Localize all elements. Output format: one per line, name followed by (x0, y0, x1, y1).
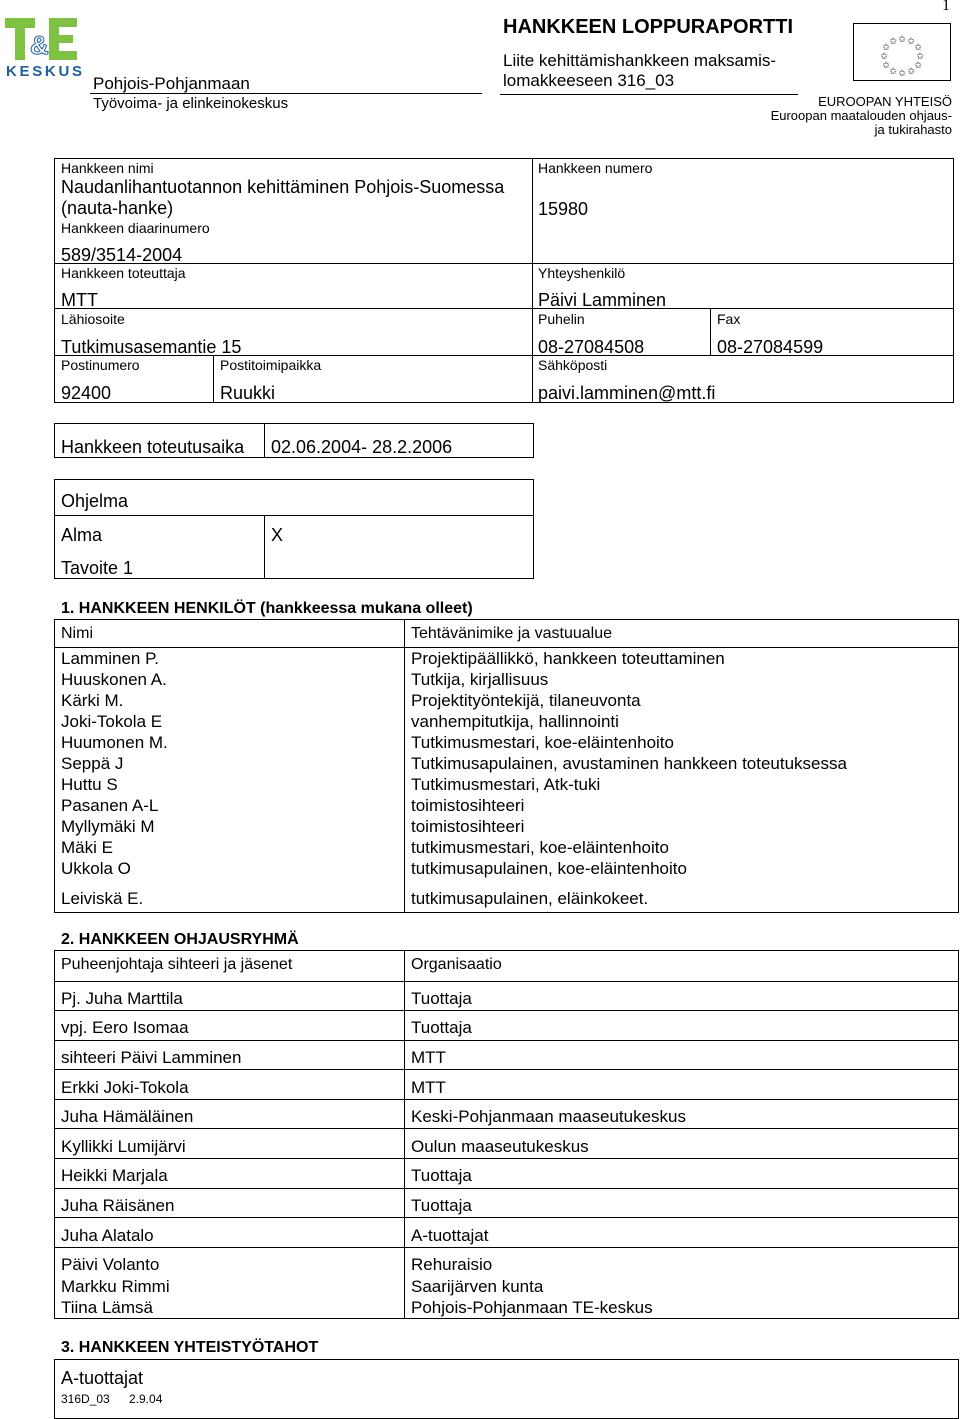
steering-member: Erkki Joki-Tokola (61, 1078, 189, 1097)
staff-name: Ukkola O (61, 859, 131, 878)
staff-role: Tutkimusmestari, Atk-tuki (411, 775, 601, 794)
section2-title: 2. HANKKEEN OHJAUSRYHMÄ (61, 931, 299, 948)
info-rule-2 (54, 308, 954, 309)
steering-organisation: Tuottaja (411, 1196, 472, 1215)
staff-role: Projektityöntekijä, tilaneuvonta (411, 691, 641, 710)
steering-member: vpj. Eero Isomaa (61, 1018, 189, 1037)
staff-role: vanhempitutkija, hallinnointi (411, 712, 619, 731)
footer-code: 316D_03 (61, 1392, 110, 1406)
svg-text:✩: ✩ (882, 61, 890, 71)
svg-text:✩: ✩ (882, 43, 890, 53)
project-name-line1: Naudanlihantuotannon kehittäminen Pohjois-Suomessa (61, 177, 505, 197)
steering-member: Heikki Marjala (61, 1166, 168, 1185)
staff-col-role: Tehtävänimike ja vastuualue (411, 625, 613, 642)
svg-text:KESKUS: KESKUS (6, 63, 82, 78)
steering-member: sihteeri Päivi Lamminen (61, 1048, 242, 1067)
contact-person: Päivi Lamminen (538, 290, 667, 310)
steering-member: Markku Rimmi (61, 1277, 170, 1296)
steering-row-rule (54, 1217, 959, 1218)
staff-header-rule (54, 647, 959, 648)
staff-name: Huttu S (61, 775, 118, 794)
staff-role: Projektipäällikkö, hankkeen toteuttaminen (411, 649, 725, 668)
steering-table (54, 950, 959, 1319)
email-label: Sähköposti (538, 357, 608, 373)
svg-text:✩: ✩ (889, 37, 897, 47)
program-mark: X (271, 525, 284, 545)
staff-name: Huumonen M. (61, 733, 168, 752)
section1-title: 1. HANKKEEN HENKILÖT (hankkeessa mukana olleet) (61, 600, 473, 617)
post-office-label: Postitoimipaikka (220, 357, 322, 373)
post-office: Ruukki (220, 383, 276, 403)
program-label: Ohjelma (61, 491, 129, 511)
svg-text:✩: ✩ (907, 67, 915, 77)
steering-member: Juha Alatalo (61, 1226, 154, 1245)
steering-organisation: Pohjois-Pohjanmaan TE-keskus (411, 1298, 653, 1317)
section3-title: 3. HANKKEEN YHTEISTYÖTAHOT (61, 1339, 319, 1356)
steering-member: Pj. Juha Marttila (61, 989, 183, 1008)
steering-organisation: Saarijärven kunta (411, 1277, 544, 1296)
staff-role: toimistosihteeri (411, 796, 525, 815)
program-rule (54, 515, 534, 516)
steering-row-rule (54, 1158, 959, 1159)
staff-role: tutkimusapulainen, koe-eläintenhoito (411, 859, 687, 878)
executor: MTT (61, 290, 98, 310)
steering-organisation: Keski-Pohjanmaan maaseutukeskus (411, 1107, 686, 1126)
partner-first: A-tuottajat (61, 1368, 144, 1388)
steering-row-rule (54, 1188, 959, 1189)
program-divider (264, 515, 265, 579)
staff-role: Tutkija, kirjallisuus (411, 670, 549, 689)
info-rule-1 (54, 263, 954, 264)
phone-label: Puhelin (538, 311, 585, 327)
period-label: Hankkeen toteutusaika (61, 437, 245, 457)
page-number: 1 (942, 0, 950, 14)
staff-role: tutkimusmestari, koe-eläintenhoito (411, 838, 669, 857)
header-org: Työvoima- ja elinkeinokeskus (93, 95, 289, 112)
staff-table-divider (404, 619, 405, 913)
diary-number-label: Hankkeen diaarinumero (61, 220, 210, 236)
partners-table (54, 1359, 959, 1419)
steering-member: Kyllikki Lumijärvi (61, 1137, 186, 1156)
steering-member: Juha Hämäläinen (61, 1107, 194, 1126)
steering-col-org: Organisaatio (411, 956, 502, 973)
staff-name: Leiviskä E. (61, 889, 144, 908)
eu-line-1: EUROOPAN YHTEISÖ (818, 94, 952, 109)
staff-role: Tutkimusapulainen, avustaminen hankkeen toteutuksessa (411, 754, 847, 773)
staff-name: Joki-Tokola E (61, 712, 163, 731)
svg-text:✩: ✩ (898, 35, 906, 45)
steering-row-rule (54, 1247, 959, 1248)
svg-text:&: & (30, 30, 49, 60)
steering-member: Päivi Volanto (61, 1255, 160, 1274)
steering-row-rule (54, 1069, 959, 1070)
steering-row-rule (54, 1010, 959, 1011)
period-value: 02.06.2004- 28.2.2006 (271, 437, 453, 457)
fax-label: Fax (717, 311, 741, 327)
steering-organisation: Oulun maaseutukeskus (411, 1137, 589, 1156)
eu-line-3: ja tukirahasto (874, 122, 952, 137)
period-divider (264, 423, 265, 458)
staff-name: Pasanen A-L (61, 796, 159, 815)
contact-label: Yhteyshenkilö (538, 265, 626, 281)
info-divider-fax (710, 308, 711, 355)
steering-col-name: Puheenjohtaja sihteeri ja jäsenet (61, 956, 293, 973)
eu-flag (853, 23, 951, 81)
program-goal: Tavoite 1 (61, 558, 134, 578)
svg-text:✩: ✩ (880, 52, 888, 62)
project-number-label: Hankkeen numero (538, 160, 653, 176)
svg-text:✩: ✩ (916, 52, 924, 62)
staff-role: toimistosihteeri (411, 817, 525, 836)
project-name-label: Hankkeen nimi (61, 160, 154, 176)
steering-organisation: Tuottaja (411, 1166, 472, 1185)
staff-name: Myllymäki M (61, 817, 155, 836)
report-title: HANKKEEN LOPPURAPORTTI (503, 16, 794, 38)
staff-name: Mäki E (61, 838, 113, 857)
staff-name: Huuskonen A. (61, 670, 167, 689)
svg-text:✩: ✩ (907, 37, 915, 47)
staff-name: Kärki M. (61, 691, 124, 710)
staff-name: Lamminen P. (61, 649, 159, 668)
steering-member: Juha Räisänen (61, 1196, 175, 1215)
project-name-line2: (nauta-hanke) (61, 198, 174, 218)
steering-table-divider (404, 950, 405, 1319)
steering-organisation: Rehuraisio (411, 1255, 493, 1274)
steering-row-rule (54, 1040, 959, 1041)
email-address: paivi.lamminen@mtt.fi (538, 383, 716, 403)
staff-role: Tutkimusmestari, koe-eläintenhoito (411, 733, 674, 752)
staff-name: Seppä J (61, 754, 124, 773)
steering-member: Tiina Lämsä (61, 1298, 153, 1317)
steering-organisation: MTT (411, 1078, 446, 1097)
executor-label: Hankkeen toteuttaja (61, 265, 186, 281)
info-divider-main (532, 158, 533, 403)
report-subtitle-2: lomakkeeseen 316_03 (503, 71, 675, 90)
steering-row-rule (54, 981, 959, 982)
svg-text:✩: ✩ (898, 69, 906, 79)
title-rule (500, 94, 798, 95)
staff-role: tutkimusapulainen, eläinkokeet. (411, 889, 649, 908)
eu-line-2: Euroopan maatalouden ohjaus- (770, 108, 952, 123)
header-region: Pohjois-Pohjanmaan (93, 74, 250, 93)
steering-row-rule (54, 1099, 959, 1100)
staff-col-name: Nimi (61, 625, 93, 642)
steering-row-rule (54, 1128, 959, 1129)
postcode-label: Postinumero (61, 357, 140, 373)
report-subtitle-1: Liite kehittämishankkeen maksamis- (503, 51, 777, 70)
te-keskus-logo (5, 14, 83, 78)
diary-number: 589/3514-2004 (61, 245, 183, 265)
header-rule (90, 93, 482, 94)
street-address: Tutkimusasemantie 15 (61, 337, 242, 357)
info-divider-post (213, 355, 214, 403)
phone-number: 08-27084508 (538, 337, 645, 357)
footer-date: 2.9.04 (129, 1392, 163, 1406)
postcode: 92400 (61, 383, 112, 403)
fax-number: 08-27084599 (717, 337, 824, 357)
svg-text:✩: ✩ (914, 61, 922, 71)
steering-organisation: Tuottaja (411, 1018, 472, 1037)
steering-organisation: Tuottaja (411, 989, 472, 1008)
svg-text:✩: ✩ (914, 43, 922, 53)
project-number: 15980 (538, 199, 589, 219)
steering-organisation: A-tuottajat (411, 1226, 489, 1245)
steering-organisation: MTT (411, 1048, 446, 1067)
program-name: Alma (61, 525, 103, 545)
svg-text:✩: ✩ (889, 67, 897, 77)
address-label: Lähiosoite (61, 311, 125, 327)
